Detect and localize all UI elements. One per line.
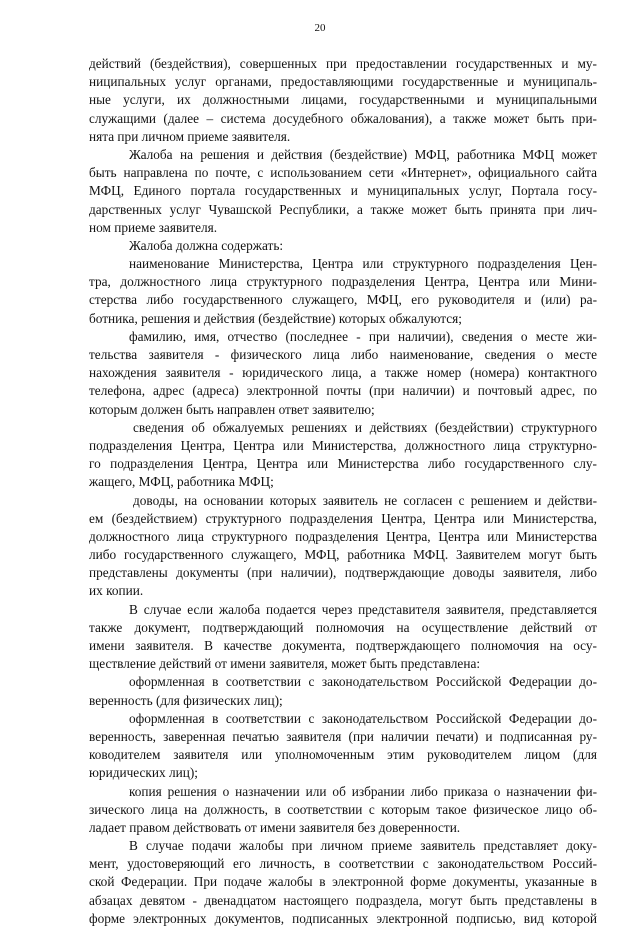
text-line: ем (бездействием) структурного подразделения Центра, Центра или Министерства,: [89, 510, 597, 526]
text-line: веренность (для физических лиц);: [89, 692, 283, 708]
text-line: оформленная в соответствии с законодательством Российской Федерации до-: [129, 710, 597, 726]
text-line: ном приеме заявителя.: [89, 219, 218, 235]
text-line: ской Федерации. При подаче жалобы в электронной форме документы, указанные в: [89, 874, 597, 890]
text-line: либо государственного служащего, МФЦ, работника МФЦ. Заявителем могут быть: [89, 547, 597, 563]
text-line: абзацах девятом - двенадцатом настоящего подраздела, могут быть представлены в: [89, 892, 597, 908]
text-line: ществление действий от имени заявителя, может быть представлена:: [89, 656, 481, 672]
text-line: копия решения о назначении или об избрании либо приказа о назначении фи-: [129, 783, 597, 799]
text-line: оформленная в соответствии с законодательством Российской Федерации до-: [129, 674, 597, 690]
text-line: жащего, МФЦ, работника МФЦ;: [89, 474, 274, 490]
text-line: сведения об обжалуемых решениях и действиях (бездействии) структурного: [133, 419, 597, 435]
text-line: веренность, заверенная печатью заявителя (при наличии печати) и подписанная ру-: [89, 728, 597, 744]
text-line: имени заявителя. В качестве документа, подтверждающего полномочия на осу-: [89, 638, 597, 653]
page-number: 20: [314, 22, 326, 34]
text-line: юридических лиц);: [89, 765, 198, 781]
text-line: мент, удостоверяющий его личность, в соответствии с законодательством Россий-: [89, 856, 597, 872]
text-line: представлены документы (при наличии), подтверждающие доводы заявителя, либо: [89, 565, 597, 581]
text-line: ладает правом действовать от имени заявителя без доверенности.: [89, 819, 461, 835]
text-line: Жалоба на решения и действия (бездействие) МФЦ, работника МФЦ может: [129, 146, 597, 162]
text-line: ботника, решения и действия (бездействие) которых обжалуются;: [89, 310, 462, 326]
text-line: служащими (далее – система досудебного обжалования), а также может быть при-: [89, 110, 597, 126]
text-line: действий (бездействия), совершенных при предоставлении государственных и му-: [89, 56, 597, 71]
text-line: тра, должностного лица структурного подразделения Центра, Центра или Мини-: [89, 274, 597, 290]
text-line: ководителем заявителя или уполномоченным этим руководителем лицом (для: [89, 747, 597, 763]
text-line: В случае если жалоба подается через представителя заявителя, представляется: [129, 601, 597, 617]
text-line: нахождения заявителя - юридического лица, а также номер (номера) контактного: [89, 365, 597, 381]
text-line: дарственных услуг Чувашской Республики, а также может быть принята при лич-: [89, 201, 597, 217]
text-line: подразделения Центра, Центра или Министерства, должностного лица структурно-: [89, 437, 597, 453]
text-line: го подразделения Центра, Центра или Министерства либо государственного слу-: [89, 456, 597, 472]
text-line: форме электронных документов, подписанных электронной подписью, вид которой: [89, 910, 597, 926]
text-line: быть направлена по почте, с использованием сети «Интернет», официального сайта: [89, 165, 597, 181]
text-line: их копии.: [89, 583, 144, 599]
text-line: Жалоба должна содержать:: [129, 237, 284, 253]
text-line: стерства либо государственного служащего, МФЦ, его руководителя и (или) ра-: [89, 292, 597, 308]
text-line: телефона, адрес (адреса) электронной почты (при наличии) и почтовый адрес, по: [89, 383, 597, 399]
text-line: которым должен быть направлен ответ заявителю;: [89, 401, 375, 417]
text-line: наименование Министерства, Центра или структурного подразделения Цен-: [129, 256, 597, 272]
text-line: МФЦ, Единого портала государственных и муниципальных услуг, Портала госу-: [89, 183, 597, 199]
text-line: ниципальных услуг органами, предоставляющими государственные и муниципаль-: [89, 74, 597, 90]
text-line: доводы, на основании которых заявитель не согласен с решением и действи-: [133, 492, 597, 508]
document-body: [89, 55, 597, 928]
text-line: фамилию, имя, отчество (последнее - при наличии), сведения о месте жи-: [129, 328, 597, 344]
text-line: ные услуги, их должностными лицами, государственными и муниципальными: [89, 92, 597, 108]
text-line: нята при личном приеме заявителя.: [89, 128, 291, 144]
text-line: В случае подачи жалобы при личном приеме заявитель представляет доку-: [129, 838, 597, 854]
text-line: зического лица на должность, в соответствии с которым такое физическое лицо об-: [89, 801, 597, 817]
text-line: должностного лица структурного подразделения Центра, Центра или Министерства: [89, 528, 597, 544]
text-line: также документ, подтверждающий полномочия на осуществление действий от: [89, 619, 597, 635]
text-line: тельства заявителя - физического лица либо наименование, сведения о месте: [89, 347, 597, 362]
